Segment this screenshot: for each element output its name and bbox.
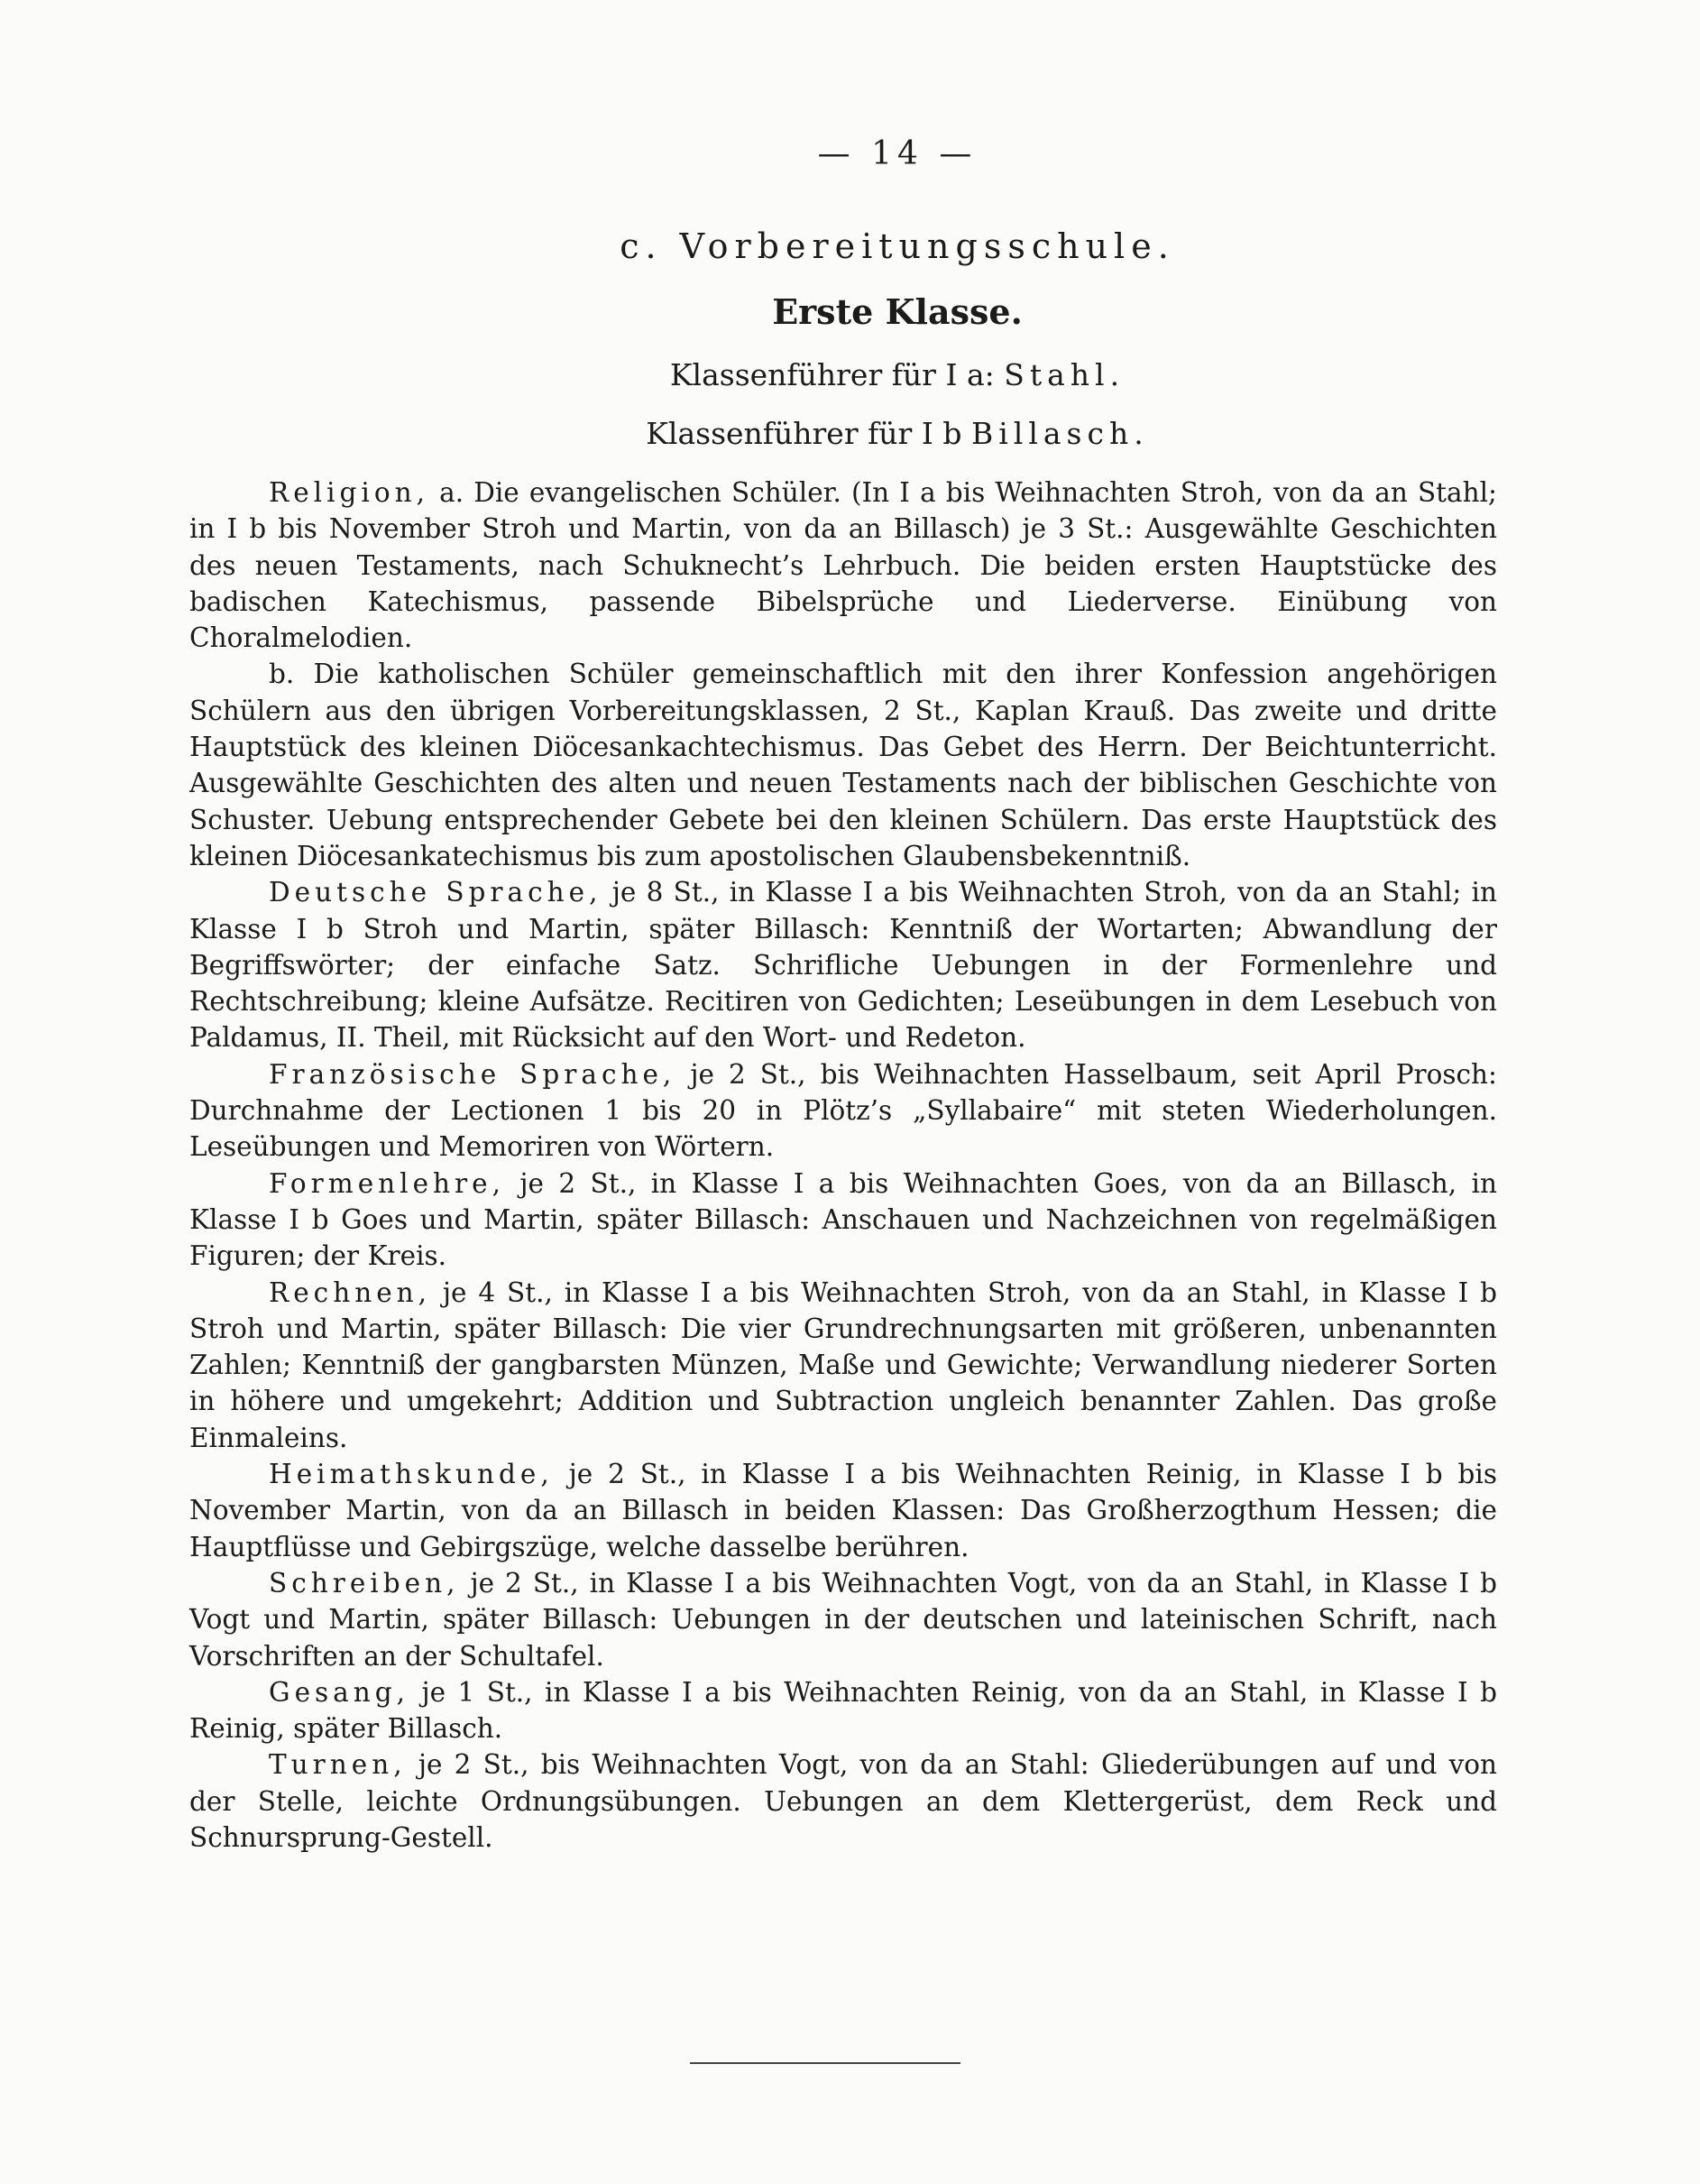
class-leader-label: Klassenführer für I a:: [669, 357, 1005, 392]
paragraph-text: je 2 St., in Klasse I a bis Weihnachten Vogt, von da an Stahl, in Klasse I b Vogt und Martin, später Billasch: Uebungen in der deutschen und lateinischen Schrift, nach Vorschriften an der Schultafel.: [189, 1567, 1497, 1672]
class-leader-label: Klassenführer für I b: [646, 416, 971, 451]
paragraph-deutsche-sprache: [189, 874, 1497, 1055]
subject-heading: Heimathskunde,: [269, 1459, 554, 1490]
class-leader-ib: [189, 416, 1497, 451]
subject-heading: Rechnen,: [269, 1276, 432, 1308]
paragraph-text: je 8 St., in Klasse I a bis Weihnachten Stroh, von da an Stahl; in Klasse I b Stroh und Martin, später Billasch: Kenntniß der Wortarten; Abwandlung der Begriffswörter; der einfache Satz. Schrifliche Uebungen in der Formenlehre und Rechtschreibung; kleine Aufsätze. Recitiren von Gedichten; Leseübungen in dem Lesebuch von Paldamus, II. Theil, mit Rücksicht auf den Wort- und Redeton.: [189, 877, 1497, 1054]
paragraph-turnen: [189, 1746, 1497, 1856]
page-number: — 14 —: [817, 135, 978, 172]
paragraph-text: je 2 St., bis Weihnachten Hasselbaum, seit April Prosch: Durchnahme der Lectionen 1 bis 20 in Plötz’s „Syllabaire“ mit steten Wiederholungen. Leseübungen und Memoriren von Wörtern.: [189, 1058, 1497, 1163]
paragraph-heimathskunde: [189, 1456, 1497, 1565]
subject-heading: Religion,: [269, 477, 429, 508]
section-title: c. Vorbereitungsschule.: [620, 226, 1175, 266]
body-text: [189, 475, 1497, 1856]
paragraph-text: je 2 St., bis Weihnachten Vogt, von da an Stahl: Gliederübungen auf und von der Stelle, leichte Ordnungsübungen. Uebungen an dem Klettergerüst, dem Reck und Schnursprung-Gestell.: [189, 1749, 1497, 1853]
paragraph-formenlehre: [189, 1166, 1497, 1275]
subject-heading: Deutsche Sprache,: [269, 877, 602, 908]
paragraph-gesang: [189, 1674, 1497, 1747]
paragraph-text: b. Die katholischen Schüler gemeinschaftlich mit den ihrer Konfession angehörigen Schülern aus den übrigen Vorbereitungsklassen, 2 St., Kaplan Krauß. Das zweite und dritte Hauptstück des kleinen Diöcesankachtechismus. Das Gebet des Herrn. Der Beichtunterricht. Ausgewählte Geschichten des alten und neuen Testaments nach der biblischen Geschichte von Schuster. Uebung entsprechender Gebete bei den kleinen Schülern. Das erste Hauptstück des kleinen Diöcesankatechismus bis zum apostolischen Glaubensbekenntniß.: [189, 659, 1497, 871]
paragraph-text: je 2 St., in Klasse I a bis Weihnachten Goes, von da an Billasch, in Klasse I b Goes und Martin, später Billasch: Anschauen und Nachzeichnen von regelmäßigen Figuren; der Kreis.: [189, 1167, 1497, 1272]
subject-heading: Französische Sprache,: [269, 1058, 676, 1090]
paragraph-text: je 1 St., in Klasse I a bis Weihnachten Reinig, von da an Stahl, in Klasse I b Reinig, später Billasch.: [189, 1676, 1497, 1745]
paragraph-franzoesische-sprache: [189, 1056, 1497, 1166]
footer-rule: [690, 2062, 960, 2064]
paragraph-religion-catholic: [189, 656, 1497, 874]
subject-heading: Formenlehre,: [269, 1167, 505, 1199]
class-subtitle: Erste Klasse.: [772, 291, 1023, 332]
class-leader-name: Stahl.: [1004, 357, 1126, 392]
paragraph-text: a. Die evangelischen Schüler. (In I a bis Weihnachten Stroh, von da an Stahl; in I b bis November Stroh und Martin, von da an Billasch) je 3 St.: Ausgewählte Geschichten des neuen Testaments, nach Schuknecht’s Lehrbuch. Die beiden ersten Hauptstücke des badischen Katechismus, passende Bibelsprüche und Liederverse. Einübung von Choralmelodien.: [189, 477, 1497, 654]
paragraph-text: je 4 St., in Klasse I a bis Weihnachten Stroh, von da an Stahl, in Klasse I b Stroh und Martin, später Billasch: Die vier Grundrechnungsarten mit größeren, unbenannten Zahlen; Kenntniß der gangbarsten Münzen, Maße und Gewichte; Verwandlung niederer Sorten in höhere und umgekehrt; Addition und Subtraction ungleich benannter Zahlen. Das große Einmaleins.: [189, 1276, 1497, 1453]
subject-heading: Schreiben,: [269, 1567, 460, 1599]
paragraph-rechnen: [189, 1275, 1497, 1456]
paragraph-schreiben: [189, 1565, 1497, 1674]
subject-heading: Turnen,: [269, 1749, 407, 1781]
class-leader-name: Billasch.: [970, 416, 1149, 451]
paragraph-text: je 2 St., in Klasse I a bis Weihnachten Reinig, in Klasse I b bis November Martin, von da an Billasch in beiden Klassen: Das Großherzogthum Hessen; die Hauptflüsse und Gebirgszüge, welche dasselbe berühren.: [189, 1459, 1497, 1562]
paragraph-religion-evangelical: [189, 475, 1497, 656]
class-leader-ia: [189, 357, 1497, 392]
subject-heading: Gesang,: [269, 1676, 410, 1708]
